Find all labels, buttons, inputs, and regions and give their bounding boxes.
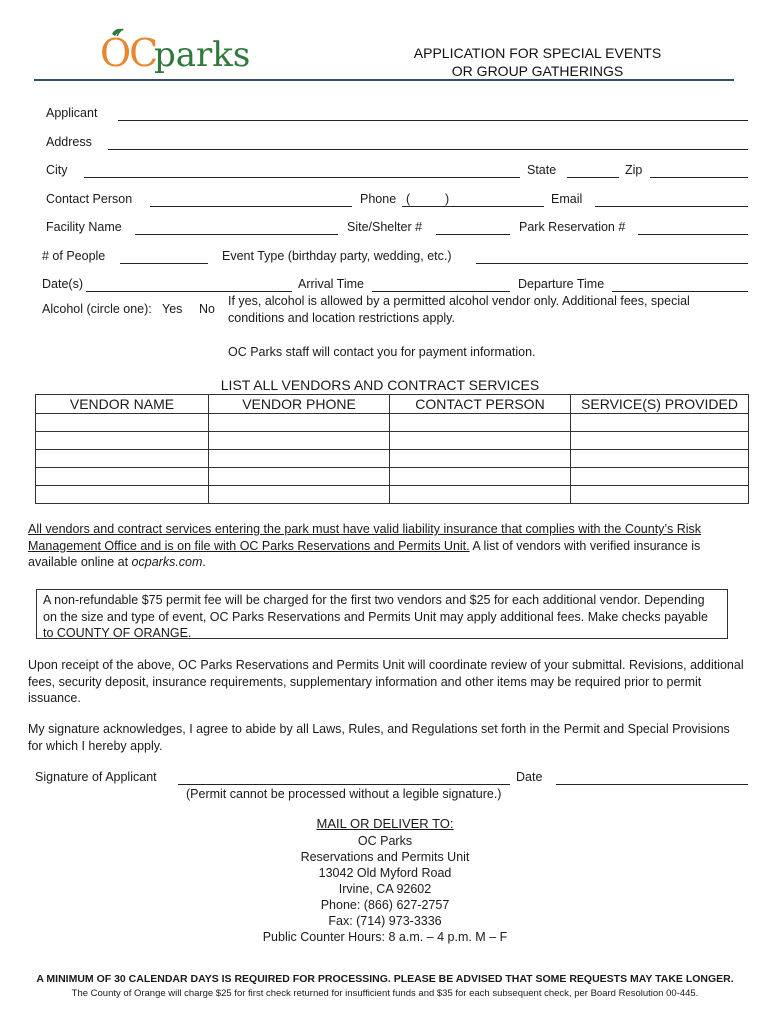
- vendor-cell[interactable]: [36, 432, 209, 450]
- mailing-address: [185, 816, 585, 945]
- phone-paren-open: (: [406, 192, 411, 206]
- site-shelter-label: Site/Shelter #: [347, 220, 423, 234]
- alcohol-note-line-1: If yes, alcohol is allowed by a permitted alcohol vendor only. Additional fees, special: [228, 294, 690, 308]
- vendor-cell[interactable]: [209, 486, 390, 504]
- services-provided-header: SERVICE(S) PROVIDED: [571, 395, 749, 414]
- address-label: Address: [46, 135, 92, 149]
- vendor-cell[interactable]: [571, 432, 749, 450]
- ocparks-logo: [98, 26, 278, 78]
- vendor-row: [36, 468, 749, 486]
- mail-line: OC Parks: [357, 834, 413, 848]
- title-line-2: OR GROUP GATHERINGS: [451, 63, 624, 79]
- insurance-rest: A list of vendors with verified insurance is available online at: [28, 538, 701, 569]
- logo-parks: parks: [154, 35, 251, 75]
- vendor-cell[interactable]: [209, 432, 390, 450]
- vendor-cell[interactable]: [571, 450, 749, 468]
- alcohol-no-option[interactable]: No: [199, 302, 215, 316]
- park-reservation-field[interactable]: [638, 234, 748, 235]
- departure-time-label: Departure Time: [518, 277, 605, 291]
- park-reservation-label: Park Reservation #: [519, 220, 626, 234]
- email-field[interactable]: [595, 206, 748, 207]
- mail-line: Public Counter Hours: 8 a.m. – 4 p.m. M – F: [262, 930, 508, 944]
- title-divider: [34, 79, 734, 81]
- arrival-time-label: Arrival Time: [298, 277, 364, 291]
- vendors-header-row: [36, 395, 749, 414]
- phone-field[interactable]: [402, 206, 544, 207]
- event-type-label: Event Type (birthday party, wedding, etc.): [222, 249, 452, 263]
- vendors-title: LIST ALL VENDORS AND CONTRACT SERVICES: [220, 377, 540, 393]
- vendor-cell[interactable]: [36, 468, 209, 486]
- facility-name-field[interactable]: [135, 234, 338, 235]
- arrival-time-field[interactable]: [372, 291, 510, 292]
- contact-person-field[interactable]: [150, 206, 352, 207]
- dates-field[interactable]: [86, 291, 292, 292]
- vendor-cell[interactable]: [209, 414, 390, 432]
- logo-oc: OC: [100, 31, 157, 75]
- facility-name-label: Facility Name: [46, 220, 122, 234]
- city-field[interactable]: [84, 177, 520, 178]
- mail-heading: MAIL OR DELIVER TO:: [316, 816, 454, 831]
- vendors-table: [35, 394, 749, 504]
- mail-line: Phone: (866) 627-2757: [320, 898, 450, 912]
- phone-paren-close: ): [445, 192, 450, 206]
- vendor-cell[interactable]: [390, 486, 571, 504]
- phone-label: Phone: [360, 192, 397, 206]
- departure-time-field[interactable]: [612, 291, 748, 292]
- insurance-requirement: All vendors and contract services entering the park must have valid liability insurance that complies with the County’s Risk Management Office and is on file with OC Parks Reservations and Permits Unit.: [28, 522, 702, 553]
- insurance-end: .: [202, 555, 206, 569]
- dates-label: Date(s): [42, 277, 83, 291]
- vendor-row: [36, 414, 749, 432]
- vendor-row: [36, 450, 749, 468]
- num-people-label: # of People: [42, 249, 106, 263]
- ocparks-link[interactable]: ocparks.com: [131, 555, 203, 569]
- vendor-phone-header: VENDOR PHONE: [209, 395, 390, 414]
- contact-person-header: CONTACT PERSON: [390, 395, 571, 414]
- alcohol-note-line-2: conditions and location restrictions apply.: [228, 311, 455, 325]
- site-shelter-field[interactable]: [436, 234, 510, 235]
- alcohol-label: Alcohol (circle one):: [42, 302, 152, 316]
- review-notice: Upon receipt of the above, OC Parks Reservations and Permits Unit will coordinate review of your submittal. Revisions, additional fees, security deposit, insurance requirements, supplementary information and other items may be required prior to permit issuance.: [28, 658, 744, 705]
- mail-line: Reservations and Permits Unit: [300, 850, 470, 864]
- form-title: [380, 44, 695, 80]
- mail-line: Fax: (714) 973-3336: [328, 914, 442, 928]
- city-label: City: [46, 163, 68, 177]
- mail-line: 13042 Old Myford Road: [318, 866, 452, 880]
- num-people-field[interactable]: [120, 263, 208, 264]
- fee-notice-box: A non-refundable $75 permit fee will be charged for the first two vendors and $25 for each additional vendor. Depending on the size and type of event, OC Parks Reservations and Permits Unit may apply additional fees. Make checks payable to COUNTY OF ORANGE.: [36, 589, 728, 639]
- applicant-field[interactable]: [118, 120, 748, 121]
- vendor-name-header: VENDOR NAME: [36, 395, 209, 414]
- state-label: State: [527, 163, 557, 177]
- processing-notice: A MINIMUM OF 30 CALENDAR DAYS IS REQUIRED FOR PROCESSING. PLEASE BE ADVISED THAT SOME REQUESTS MAY TAKE LONGER.: [36, 973, 734, 985]
- insurance-notice: [28, 521, 744, 571]
- signature-notice: My signature acknowledges, I agree to abide by all Laws, Rules, and Regulations set forth in the Permit and Special Provisions for which I hereby apply.: [28, 722, 730, 753]
- vendor-cell[interactable]: [36, 486, 209, 504]
- zip-field[interactable]: [650, 177, 748, 178]
- contact-person-label: Contact Person: [46, 192, 133, 206]
- signature-field[interactable]: [178, 784, 510, 785]
- vendor-row: [36, 432, 749, 450]
- vendor-row: [36, 486, 749, 504]
- alcohol-yes-option[interactable]: Yes: [162, 302, 183, 316]
- vendor-cell[interactable]: [571, 468, 749, 486]
- vendor-cell[interactable]: [390, 414, 571, 432]
- signature-note: (Permit cannot be processed without a legible signature.): [186, 787, 502, 801]
- email-label: Email: [551, 192, 583, 206]
- address-field[interactable]: [108, 149, 748, 150]
- vendor-cell[interactable]: [36, 450, 209, 468]
- vendor-cell[interactable]: [571, 486, 749, 504]
- vendor-cell[interactable]: [390, 432, 571, 450]
- payment-note: OC Parks staff will contact you for payment information.: [228, 345, 536, 359]
- vendor-cell[interactable]: [36, 414, 209, 432]
- mail-line: Irvine, CA 92602: [338, 882, 432, 896]
- returned-check-notice: The County of Orange will charge $25 for first check returned for insufficient funds and $35 for each subsequent check, per Board Resolution 00-445.: [71, 988, 699, 999]
- signature-label: Signature of Applicant: [35, 770, 157, 784]
- event-type-field[interactable]: [476, 263, 748, 264]
- vendor-cell[interactable]: [209, 468, 390, 486]
- signature-date-field[interactable]: [556, 784, 748, 785]
- applicant-label: Applicant: [46, 106, 98, 120]
- signature-date-label: Date: [516, 770, 543, 784]
- vendor-cell[interactable]: [390, 468, 571, 486]
- vendor-cell[interactable]: [209, 450, 390, 468]
- vendor-cell[interactable]: [390, 450, 571, 468]
- state-field[interactable]: [567, 177, 619, 178]
- vendor-cell[interactable]: [571, 414, 749, 432]
- zip-label: Zip: [625, 163, 643, 177]
- title-line-1: APPLICATION FOR SPECIAL EVENTS: [413, 45, 662, 61]
